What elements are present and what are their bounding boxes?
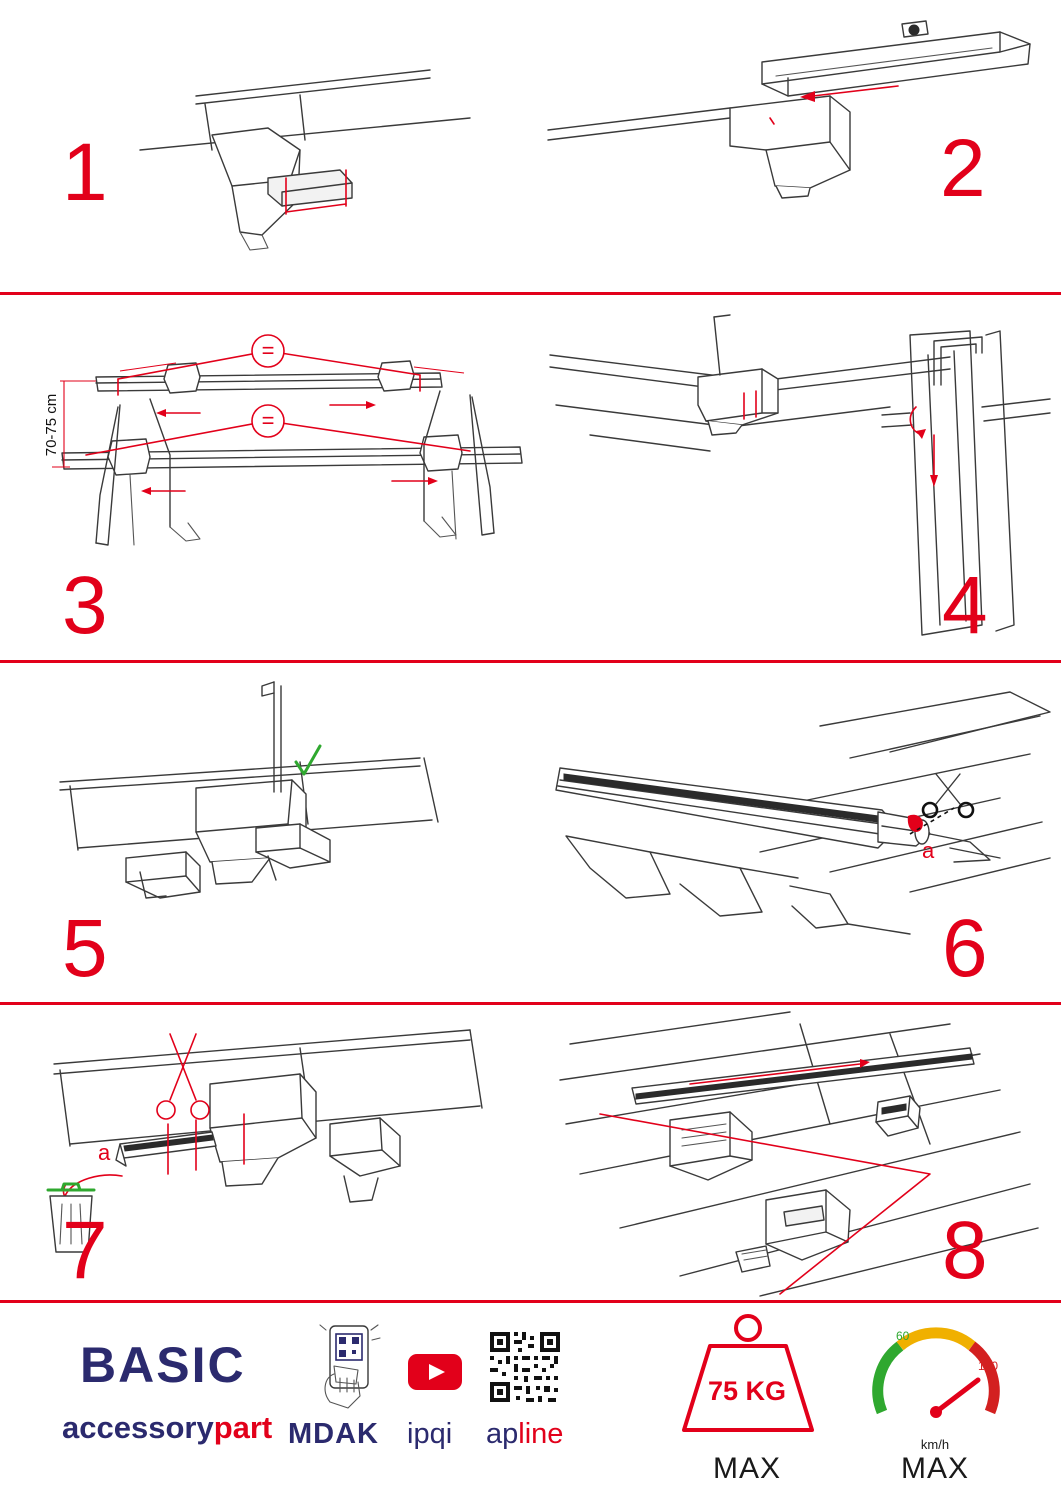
brand-line-text: line <box>518 1418 564 1450</box>
step-4-panel <box>530 295 1061 659</box>
brand-apline <box>486 1418 563 1451</box>
step-number-6: 6 <box>942 903 986 994</box>
qr-code-icon[interactable] <box>488 1330 562 1404</box>
brand-basic: BASIC <box>80 1337 246 1393</box>
step-7-panel <box>0 1004 530 1300</box>
marker-a-step6: a <box>922 838 935 863</box>
scissors-icon-7 <box>157 1034 209 1119</box>
equal-mark-bottom: = <box>261 408 275 433</box>
brand-ipqi: ipqi <box>407 1418 453 1450</box>
footer <box>0 1300 1061 1500</box>
youtube-icon[interactable] <box>406 1350 464 1392</box>
step-8-panel <box>530 1004 1061 1300</box>
gauge-tick-120: 120 <box>978 1359 999 1373</box>
weight-icon <box>670 1310 826 1438</box>
step-number-2: 2 <box>940 123 984 214</box>
step-1-panel <box>0 0 530 292</box>
speedometer-icon <box>866 1318 1006 1438</box>
step-5-panel <box>0 662 530 1002</box>
phone-scan-icon <box>314 1322 384 1412</box>
step-number-8: 8 <box>942 1205 986 1296</box>
step-number-4: 4 <box>942 560 986 651</box>
max-speed-label: MAX <box>900 1452 969 1485</box>
equal-mark-top: = <box>261 338 275 363</box>
marker-a-step7: a <box>98 1140 111 1165</box>
speed-unit-label: km/h <box>920 1437 950 1452</box>
brand-mdak: MDAK <box>288 1418 379 1450</box>
brand-part-text: part <box>213 1410 273 1445</box>
step-number-3: 3 <box>62 560 106 651</box>
max-load-label: MAX <box>712 1452 781 1485</box>
gauge-tick-60: 60 <box>896 1329 910 1343</box>
brand-ap-text: ap <box>486 1418 519 1450</box>
step-3-panel <box>0 295 530 659</box>
brand-accessory-text: accessory <box>62 1410 214 1445</box>
dimension-label: 70-75 cm <box>43 393 60 457</box>
step-2-panel <box>530 0 1061 292</box>
brand-accessorypart <box>62 1410 272 1446</box>
step-number-7: 7 <box>62 1205 106 1296</box>
step-6-panel <box>530 662 1061 1002</box>
step-number-5: 5 <box>62 903 106 994</box>
step-number-1: 1 <box>62 127 106 218</box>
max-load-value: 75 KG <box>707 1376 787 1406</box>
